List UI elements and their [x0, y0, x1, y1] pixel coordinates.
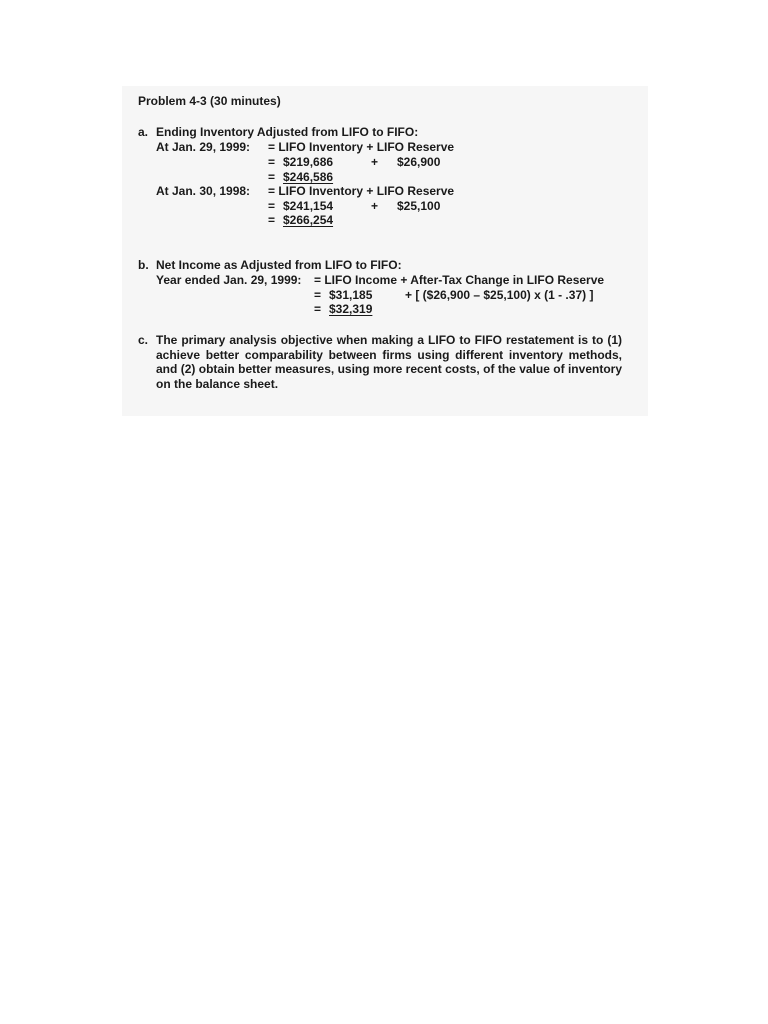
section-a-row1-formula: = LIFO Inventory + LIFO Reserve	[268, 140, 455, 154]
section-b-total: $32,319	[329, 302, 373, 316]
section-b-marker: b.	[138, 258, 149, 272]
section-b-heading: Net Income as Adjusted from LIFO to FIFO:	[156, 258, 402, 272]
section-a-row1-total-eq: =	[268, 170, 276, 184]
section-a-row1-plus: +	[371, 155, 379, 169]
section-a-row1-lifo-reserve: $26,900	[397, 155, 441, 169]
section-a-marker: a.	[138, 125, 149, 139]
section-a-row2-total: $266,254	[283, 213, 334, 227]
section-a-row1-total: $246,586	[283, 170, 334, 184]
section-b-lifo-income: $31,185	[329, 288, 373, 302]
section-b-eq: =	[314, 288, 322, 302]
section-b-formula: = LIFO Income + After-Tax Change in LIFO Reserve	[314, 273, 605, 287]
section-a-row1-lifo-inventory: $219,686	[283, 155, 334, 169]
section-a-row2-formula: = LIFO Inventory + LIFO Reserve	[268, 184, 455, 198]
section-a-row2-eq: =	[268, 199, 276, 213]
section-a-row1-eq: =	[268, 155, 276, 169]
section-c-marker: c.	[138, 333, 149, 347]
section-a-heading: Ending Inventory Adjusted from LIFO to FIFO:	[156, 125, 419, 139]
section-b-total-eq: =	[314, 302, 322, 316]
section-a-row2-label: At Jan. 30, 1998:	[156, 184, 251, 198]
section-a-row2-plus: +	[371, 199, 379, 213]
section-a-row2-lifo-reserve: $25,100	[397, 199, 441, 213]
section-a-row1-label: At Jan. 29, 1999:	[156, 140, 251, 154]
section-b-label: Year ended Jan. 29, 1999:	[156, 273, 302, 287]
section-a-row2-lifo-inventory: $241,154	[283, 199, 334, 213]
section-a-row2-total-eq: =	[268, 213, 276, 227]
section-c-paragraph: The primary analysis objective when making a LIFO to FIFO restatement is to (1) achieve better comparability between firms using different inventory methods, and (2) obtain better measures, using more recent costs, of the value of inventory on the balance sheet.	[156, 333, 622, 391]
problem-title: Problem 4-3 (30 minutes)	[138, 94, 281, 108]
section-b-after-tax-change: + [ ($26,900 – $25,100) x (1 - .37) ]	[405, 288, 594, 302]
